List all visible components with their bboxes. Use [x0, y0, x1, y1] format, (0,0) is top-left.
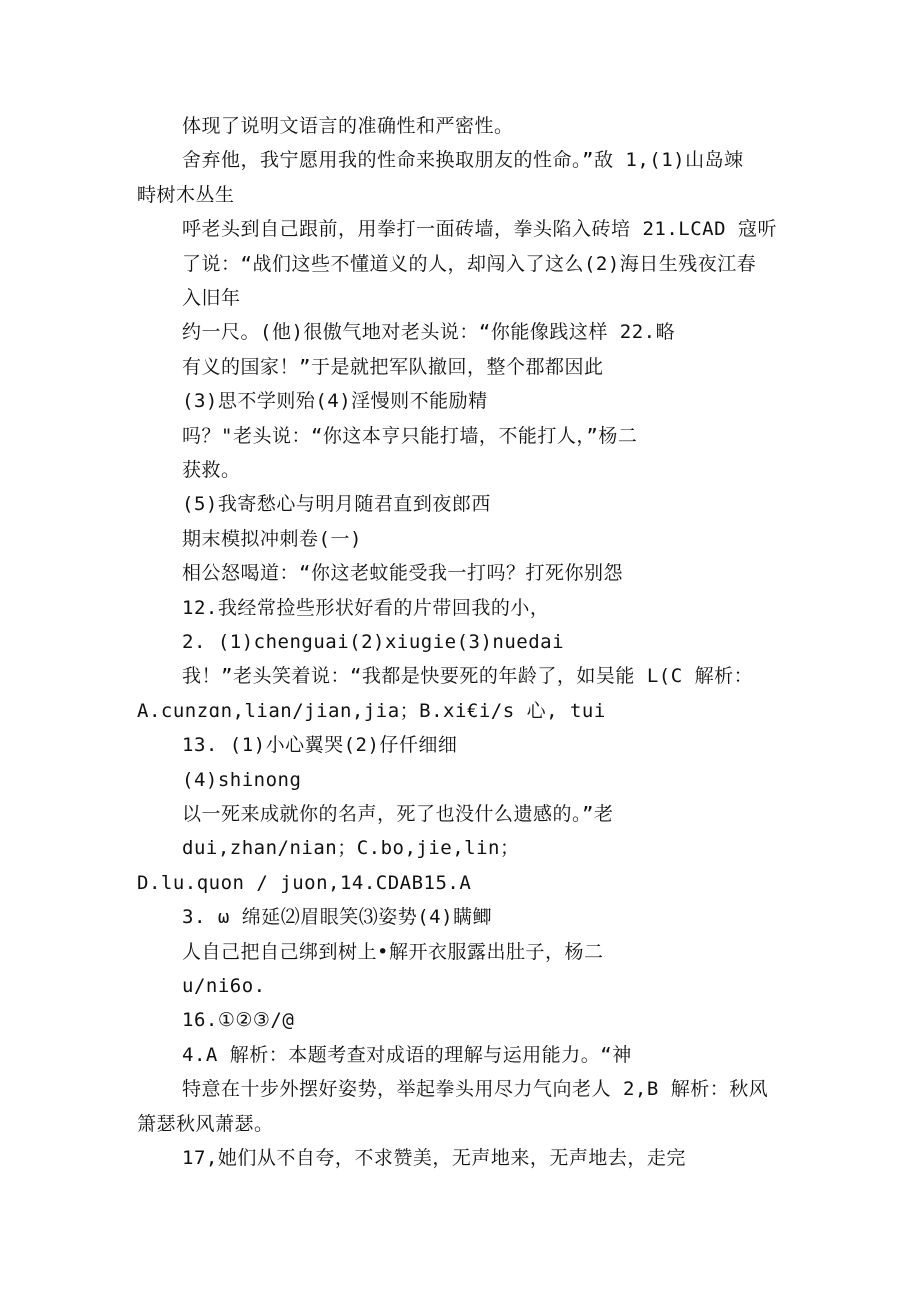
text-line: 特意在十步外摆好姿势，举起拳头用尽力气向老人 2,B 解析：秋风 [182, 1078, 769, 1101]
text-line: dui,zhan/nian；C.bo,jie,lin； [182, 837, 520, 860]
text-line: D.lu.quon / juon,14.CDAB15.A [137, 871, 472, 894]
text-line: 吗？"老头说：“你这本亨只能打墙，不能打人，”杨二 [182, 424, 638, 447]
text-line: 相公怒喝道：“你这老蚊能受我一打吗？打死你别怨 [182, 562, 623, 585]
text-line: 以一死来成就你的名声，死了也没什么遗感的。”老 [182, 803, 614, 825]
text-line: (4)shinong [182, 768, 302, 791]
text-line: 获救。 [182, 459, 241, 481]
text-line: (5)我寄愁心与明月随君直到夜郎西 [182, 493, 491, 516]
text-line: 入旧年 [182, 287, 241, 309]
text-line: 17,她们从不自夸，不求赞美，无声地来，无声地去，走完 [182, 1147, 686, 1169]
text-line: 畤树木丛生 [137, 183, 235, 206]
text-line: 4.A 解析：本题考查对成语的理解与运用能力。“神 [182, 1043, 632, 1066]
text-line: 体现了说明文语言的准确性和严密性。 [182, 115, 514, 137]
text-line: 13. (1)小心翼哭(2)仔仟细细 [182, 734, 458, 757]
text-line: 3. ω 绵延⑵眉眼笑⑶姿势(4)瞒鲫 [182, 906, 493, 929]
text-line: 舍弃他，我宁愿用我的性命来换取朋友的性命。”敌 1,(1)山岛竦 [182, 149, 744, 172]
text-line: u/ni6o. [182, 975, 266, 997]
text-line: A.cunzɑn,lian/jian,jia；B.xi€i/s 心, tui [137, 699, 606, 722]
text-line: 有义的国家！”于是就把军队撤回，整个郡都因此 [182, 355, 604, 378]
text-line: 约一尺。(他)很傲气地对老头说：“你能像践这样 22.略 [182, 321, 676, 344]
text-line: 了说：“战们这些不懂道义的人，却闯入了这么(2)海日生残夜江春 [182, 252, 757, 275]
text-line: 12.我经常捡些形状好看的片带回我的小， [182, 596, 550, 619]
text-line: (3)思不学则殆(4)淫慢则不能励精 [182, 390, 488, 413]
text-line: 期末模拟冲刺卷(一) [182, 527, 362, 550]
text-line: 16.①②③/@ [182, 1009, 295, 1032]
text-line: 人自己把自己绑到树上•解开衣服露出肚子，杨二 [182, 940, 604, 963]
text-line: 2. (1)chenguai(2)xiugie(3)nuedai [182, 631, 565, 653]
text-line: 我！”老头笑着说：“我都是快要死的年龄了，如吴能 L(C 解析： [182, 665, 754, 688]
text-line: 呼老头到自己跟前，用拳打一面砖墙，拳头陷入砖培 21.LCAD 寇听 [182, 218, 777, 241]
text-line: 箫瑟秋风萧瑟。 [137, 1112, 274, 1135]
